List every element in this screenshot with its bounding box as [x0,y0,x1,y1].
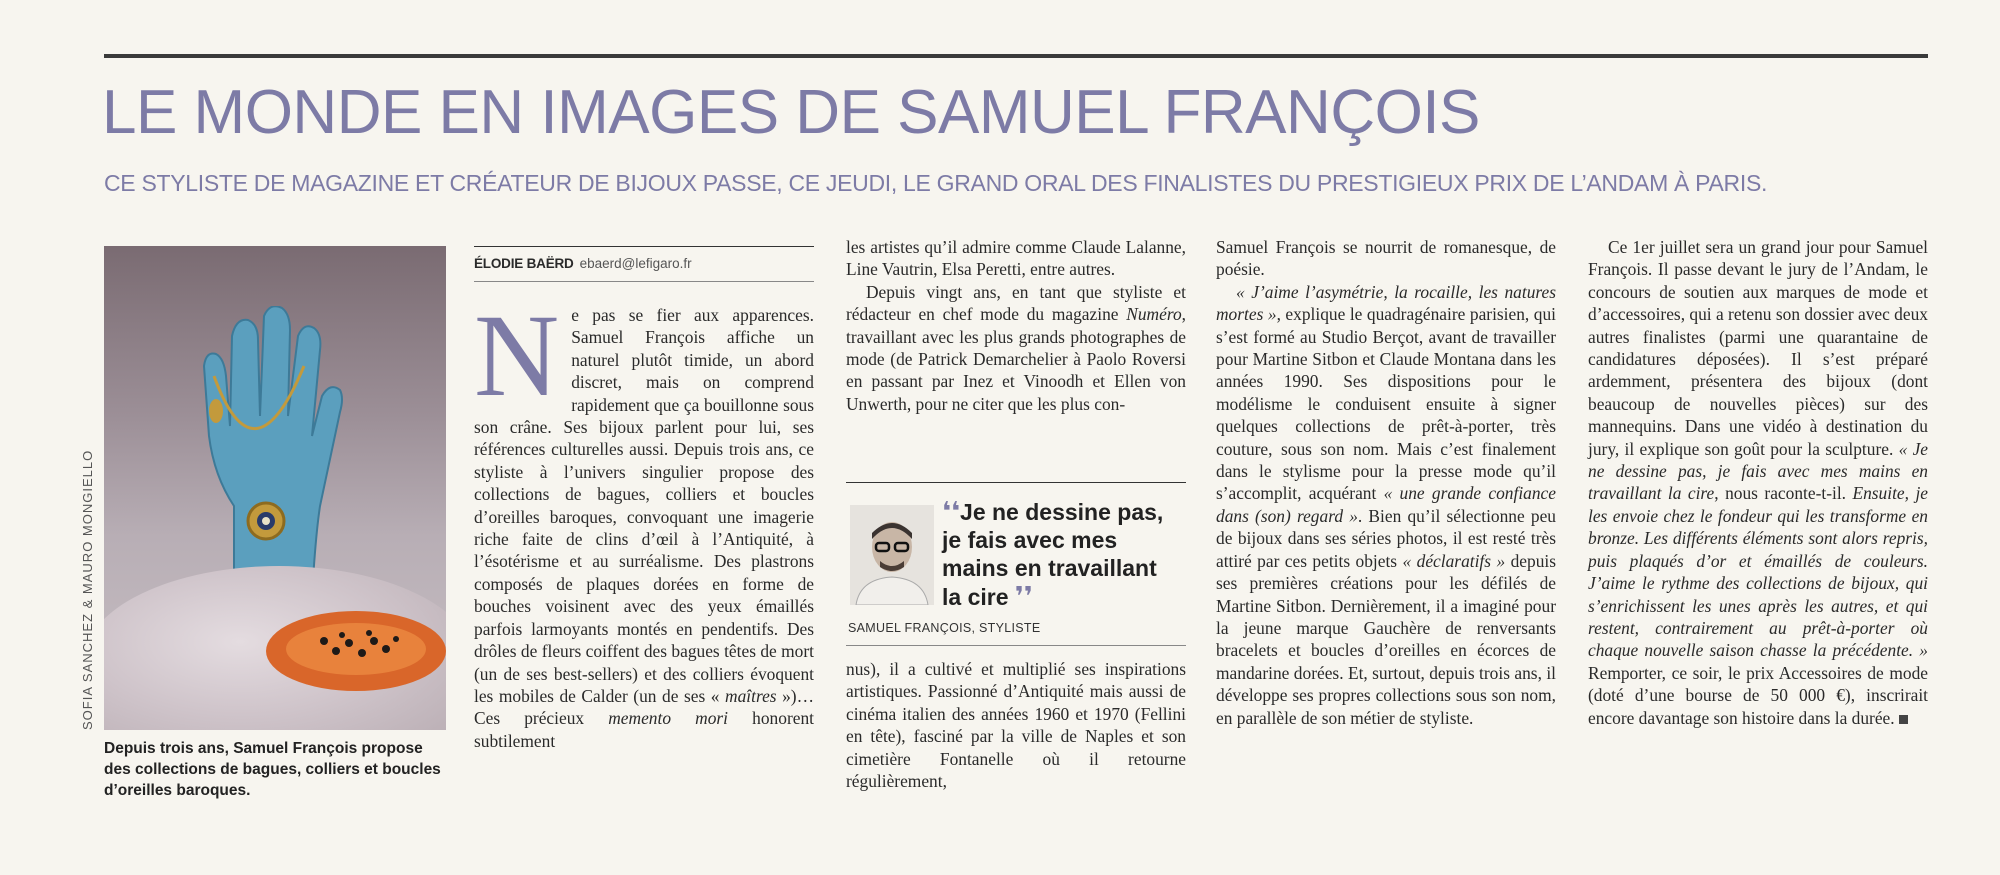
lead-paragraph [474,290,814,752]
col3-italic-quote: « J’aime l’asymétrie, la rocaille, les natures mortes » [1216,281,1556,325]
author-email[interactable]: ebaerd@lefigaro.fr [579,255,692,271]
article-column-4 [1588,236,1928,729]
col4-text-a: Ce 1er juillet sera un grand jour pour Samuel François. Il passe devant le jury de l’Andam, le concours de soutien aux marques de mode et d’accessoires, qui a retenu son dossier avec deux autres finalistes (parmi une quarantaine de candidatures déposées). Il s’est préparé ardemment, présentera des bijoux (dont beaucoup de nouvelles pièces) sur des mannequins. Dans une vidéo à destination du jury, il explique son goût pour la sculpture. [1588,237,1928,459]
papaya-fruit [264,601,446,696]
col3-text-b2: . Bien qu’il sélectionne peu de bijoux dans ses séries photos, il est resté très attiré par ces petits objets [1216,505,1556,571]
col3-para-1: Samuel François se nourrit de romanesque, de poésie. [1216,237,1556,280]
article-column-2-continued [846,658,1186,792]
col3-para-2 [1216,281,1556,729]
article-photo [104,246,446,730]
headline: LE MONDE EN IMAGES DE SAMUEL FRANÇOIS [102,78,1480,147]
photo-credit: SOFIA SANCHEZ & MAURO MONGIELLO [80,449,95,730]
col2-para-1: les artistes qu’il admire comme Claude Lalanne, Line Vautrin, Elsa Peretti, entre autres. [846,237,1186,280]
col4-italic-quote-2: Ensuite, je les envoie chez le fondeur qui les transforme en bronze. Les différents éléments sont alors repris, puis plaqués d’or et émaillés de couleurs. J’aime le rythme des collections de bijoux, qui s’enrichissent les unes après les autres, et qui restent, contrairement au prêt-à-porter où chaque nouvelle saison chasse la précédente. » [1588,483,1928,661]
pull-quote [846,482,1186,646]
col2-text-b1: Depuis vingt ans, en tant que styliste et rédacteur en chef mode du magazine [846,281,1186,325]
col3-text-b: , explique le quadragénaire parisien, qui s’est formé au Studio Berçot, avant de travailler pour Martine Sitbon et Claude Montana dans les années 1990. Ses dispositions pour le modélisme le conduisent ensuite à signer quelques collections de prêt-à-porter, très couture, sous son nom. Mais c’est finalement dans le stylisme pour la presse mode qu’il s’accomplit, acquérant [1216,304,1557,504]
col1-italic-memento: memento mori [608,708,729,729]
col1-text-b: »)… Ces précieux [474,685,814,729]
pull-quote-body: Je ne dessine pas, je fais avec mes mains en travaillant la cire [942,499,1164,610]
col4-text-b: , nous raconte-t-il. [1714,483,1853,504]
col2-para-3: nus), il a cultivé et multiplié ses inspirations artistiques. Passionné d’Antiquité mais aussi de cinéma italien des années 1960 et 1970 (Fellini en tête), fasciné par la ville de Naples et son cimetière Fontanelle où il retourne régulièrement, [846,659,1186,792]
article-column-2 [846,236,1186,415]
col1-text-c: honorent subtilement [474,708,814,751]
article-column-1 [474,246,814,752]
article-column-3 [1216,236,1556,729]
col3-text-b3: depuis ses premières créations pour les défilés de Martine Sitbon. Dernièrement, il a imaginé pour la jeune marque Gauchère de renversants bracelets et boucles d’oreilles en écorces de mandarine dorées. Et, surtout, depuis trois ans, il développe ses propres collections sous son nom, en parallèle de son métier de styliste. [1216,550,1556,728]
photo-caption: Depuis trois ans, Samuel François propose des collections de bagues, colliers et boucles d’oreilles baroques. [104,740,441,799]
col2-text-b2: , travaillant avec les plus grands photographes de mode (de Patrick Demarchelier à Paolo Roversi en passant par Inez et Vinoodh et Ellen von Unwerth, pour ne citer que les plus con- [846,304,1186,414]
drop-cap: N [474,290,560,421]
pull-quote-text [942,497,1182,611]
portrait-illustration [850,505,934,605]
author-portrait [850,505,934,605]
col1-text: e pas se fier aux apparences. Samuel François affiche un naturel plutôt timide, un abord discret, mais on comprend rapidement que ça bouillonne sous son crâne. Ses bijoux parlent pour lui, ses références culturelles aussi. Depuis trois ans, ce styliste à l’univers singulier propose des collections de bagues, colliers et boucles d’oreilles baroques, convoquant une imagerie riche faite de clins d’œil à l’Antiquité, à l’ésotérisme et au surréalisme. Des plastrons composés de plaques dorées en forme de bouches voisinent avec des yeux émaillés parfois larmoyants montés en pendentifs. Des drôles de fleurs coiffent des bagues têtes de mort (un de ses best-sellers) et des colliers évoquent les mobiles de Calder (un de ses « [474,305,814,706]
open-quote-icon: ❛❛ [942,496,961,526]
col4-para-1 [1588,236,1928,729]
pull-quote-attribution: SAMUEL FRANÇOIS, STYLISTE [848,621,1041,635]
col3-italic-quote-3: « déclaratifs » [1402,550,1506,571]
author-name: ÉLODIE BAËRD [474,255,574,271]
col3-italic-quote-2: « une grande confiance dans (son) regard » [1216,483,1556,526]
subheadline: CE STYLISTE DE MAGAZINE ET CRÉATEUR DE BIJOUX PASSE, CE JEUDI, LE GRAND ORAL DES FINALISTES DU PRESTIGIEUX PRIX DE L’ANDAM À PARIS. [104,170,1768,196]
byline [474,246,814,282]
col2-italic-numero: Numéro [1126,304,1182,325]
close-quote-icon: ❜❜ [1014,581,1033,611]
col2-para-2 [846,281,1186,415]
col4-italic-quote: « Je ne dessine pas, je fais avec mes mains en travaillant la cire [1588,438,1929,504]
col1-italic-maitres: maîtres [725,685,777,706]
col4-text-c: Remporter, ce soir, le prix Accessoires de mode (doté d’une bourse de 50 000 €), inscrirait encore davantage son histoire dans la durée. [1588,662,1928,728]
top-rule [104,54,1928,58]
end-mark-icon [1899,715,1908,724]
